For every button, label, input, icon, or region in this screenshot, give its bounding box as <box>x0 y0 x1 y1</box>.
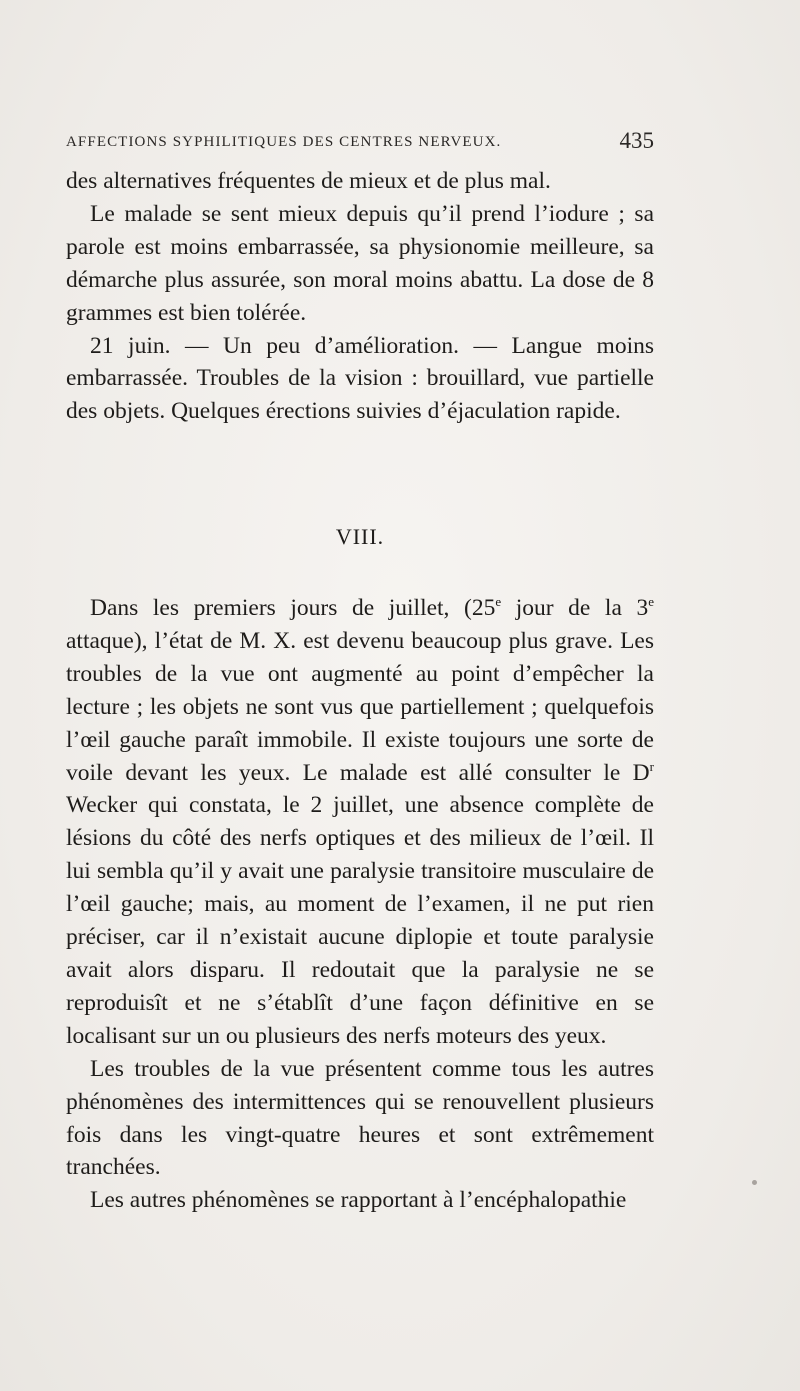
paper-speck <box>752 1180 757 1185</box>
paragraph-iodure: Le malade se sent mieux depuis qu’il prend l’iodure ; sa parole est moins embarrassée, sa physionomie meilleure, sa démarche plus assurée, son moral moins abattu. La dose de 8 grammes est bien tolérée. <box>66 200 654 326</box>
superscript: e <box>495 594 502 609</box>
page-header <box>66 128 654 158</box>
text-run: attaque), l’état de M. X. est devenu beaucoup plus grave. Les troubles de la vue ont augmenté au point d’empêcher la lecture ; les objets ne sont vus que partiellement ; quelquefois l’œil gauche paraît immobile. Il existe toujours une sorte de voile devant les yeux. Le malade est allé consulter le D <box>66 627 654 786</box>
superscript: r <box>649 758 654 774</box>
superscript: e <box>648 594 654 609</box>
lower-text-block <box>66 592 654 1217</box>
paragraph-troubles-vue: Les troubles de la vue présentent comme tous les autres phénomènes des intermittences qui se renouvellent plusieurs fois dans les vingt-quatre heures et sont extrêmement tranchées. <box>66 1055 654 1181</box>
text-run: Dans les premiers jours de juillet, (25 <box>90 595 496 621</box>
paragraph-21-juin: 21 juin. — Un peu d’amélioration. — Langue moins embarrassée. Troubles de la vision : brouillard, vue partielle des objets. Quelques érections suivies d’éjaculation rapide. <box>66 332 654 425</box>
paragraph-autres-phenomenes: Les autres phénomènes se rapportant à l’encéphalopathie <box>90 1187 627 1214</box>
upper-text-block <box>66 165 654 428</box>
section-heading: VIII. <box>335 524 385 549</box>
continuation-line: des alternatives fréquentes de mieux et de plus mal. <box>66 168 551 194</box>
page-number: 435 <box>619 128 654 153</box>
paragraph-juillet <box>66 592 654 1053</box>
text-run: Wecker qui constata, le 2 juillet, une absence complète de lésions du côté des nerfs optiques et des milieux de l’œil. Il lui sembla qu’il y avait une paralysie transitoire musculaire de l’œil gauche; mais, au moment de l’examen, il ne put rien préciser, car il n’existait aucune diplopie et toute paralysie avait alors disparu. Il redoutait que la paralysie ne se reproduisît et ne s’établît d’une façon définitive en se localisant sur un ou plusieurs des nerfs moteurs des yeux. <box>66 792 654 1049</box>
running-title: AFFECTIONS SYPHILITIQUES DES CENTRES NERVEUX. <box>66 134 502 150</box>
text-run: jour de la 3 <box>501 595 649 621</box>
